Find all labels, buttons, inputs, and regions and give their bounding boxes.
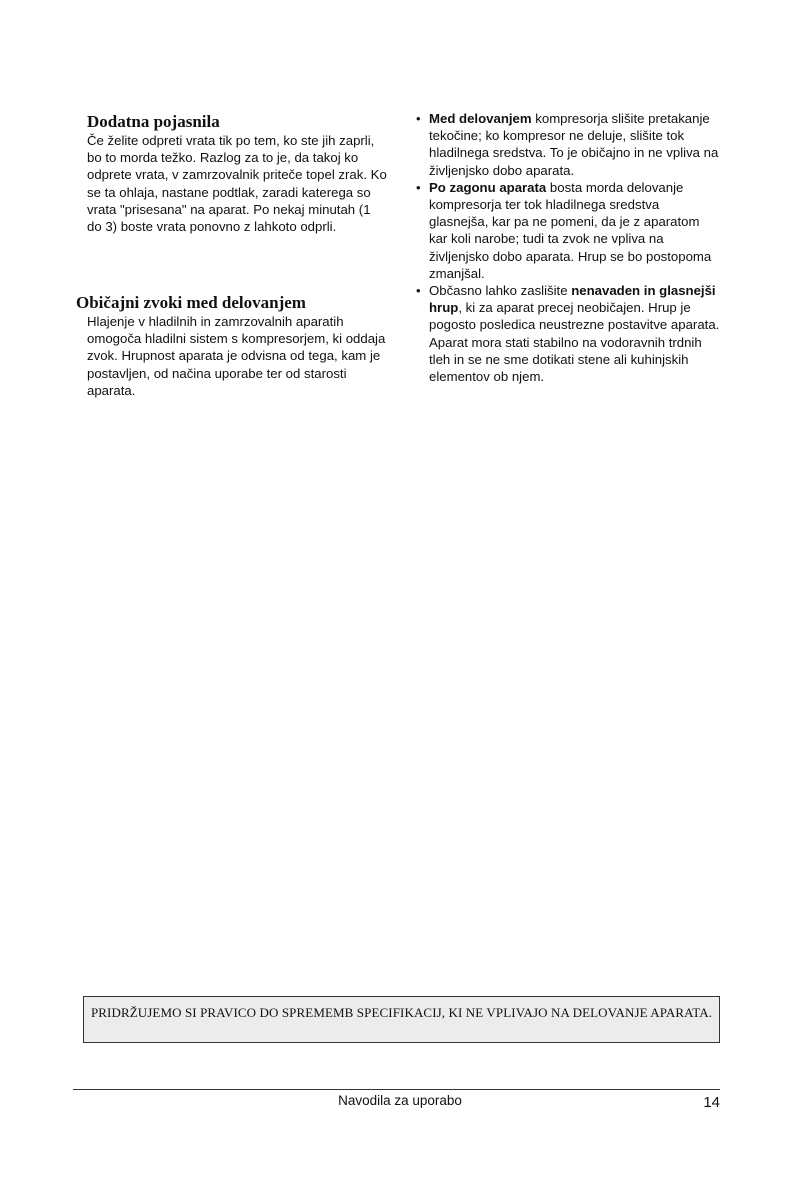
bullet-item bbox=[416, 282, 720, 385]
specification-notice-box: PRIDRŽUJEMO SI PRAVICO DO SPREMEMB SPECIFIKACIJ, KI NE VPLIVAJO NA DELOVANJE APARATA. bbox=[83, 996, 720, 1043]
bullet-dot-icon: • bbox=[416, 179, 421, 195]
bullet-text-post: kompresorja slišite pretakanje tekočine; ko kompresor ne deluje, slišite tok hladilnega sredstva. To je običajno in ne vpliva na življenjsko dobo aparata. bbox=[429, 111, 719, 178]
bullet-text-pre: Občasno lahko zaslišite bbox=[429, 283, 572, 299]
bullet-item bbox=[416, 179, 720, 282]
footer-divider bbox=[73, 1089, 720, 1090]
section-normal-sounds bbox=[76, 293, 386, 399]
bullet-dot-icon: • bbox=[416, 111, 421, 126]
section-additional-explanations bbox=[87, 112, 387, 235]
bullet-text-bold: Po zagonu aparata bbox=[429, 179, 547, 195]
bullet-dot-icon: • bbox=[416, 283, 421, 299]
bullet-text-bold: Med delovanjem bbox=[429, 111, 532, 126]
footer-title: Navodila za uporabo bbox=[338, 1093, 462, 1108]
sound-bullet-list bbox=[416, 110, 720, 385]
bullet-item bbox=[416, 110, 720, 179]
section-paragraph: Če želite odpreti vrata tik po tem, ko ste jih zaprli, bo to morda težko. Razlog za to je, da takoj ko odprete vrata, v zamrzovalnik priteče topel zrak. Ko se ta ohlaja, nastane podtlak, zaradi katerega so vrata "prisesana" na aparat. Po nekaj minutah (1 do 3) boste vrata ponovno z lahkoto odprli. bbox=[87, 133, 387, 235]
section-paragraph: Hlajenje v hladilnih in zamrzovalnih aparatih omogoča hladilni sistem s kompresorjem, ki oddaja zvok. Hrupnost aparata je odvisna od tega, kam je postavljen, od načina uporabe ter od starosti aparata. bbox=[87, 314, 386, 398]
bullet-text-post: bosta morda delovanje kompresorja ter tok hladilnega sredstva glasnejša, kar pa ne pomeni, da je z aparatom kar koli narobe; tudi ta zvok ne vpliva na življenjsko dobo aparata. Hrup se bo postopoma zmanjšal. bbox=[429, 179, 712, 281]
bullet-text-post: , ki za aparat precej neobičajen. Hrup je pogosto posledica neustrezne postavitve aparata. Aparat mora stati stabilno na vodoravnih trdnih tleh in se ne sme dotikati stene ali kuhinjskih elementov ob njem. bbox=[429, 300, 720, 385]
section-heading: Običajni zvoki med delovanjem bbox=[76, 293, 306, 312]
bullet-text-bold: nenavaden in glasnejši hrup bbox=[429, 283, 716, 316]
section-heading: Dodatna pojasnila bbox=[87, 112, 220, 131]
page-number: 14 bbox=[703, 1094, 720, 1111]
